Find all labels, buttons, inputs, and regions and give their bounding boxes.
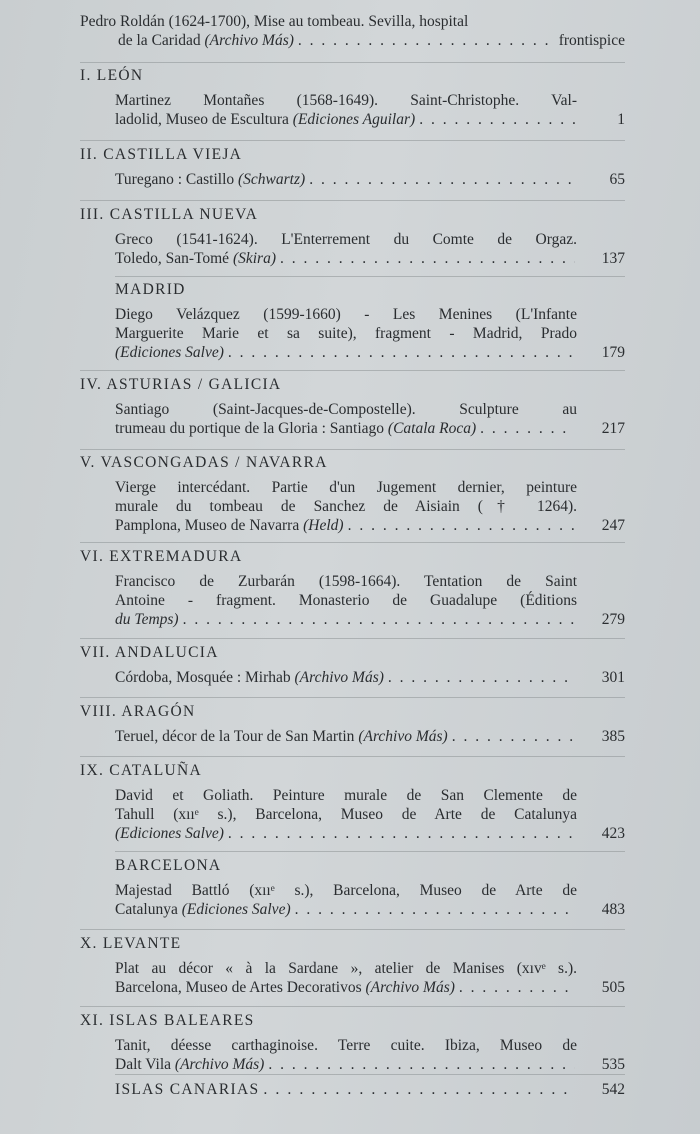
- section-title: X. LEVANTE: [80, 935, 182, 952]
- section-9: [80, 761, 625, 843]
- section-divider: [80, 929, 625, 930]
- illustration-entry: [80, 786, 625, 843]
- section-divider: [80, 200, 625, 201]
- photo-credit: (Archivo Más): [174, 1056, 265, 1073]
- entry-line: Diego Velázquez (1599-1660) - Les Menines (L'Infante: [115, 306, 577, 323]
- section-6: [80, 547, 625, 629]
- dot-leader: [268, 1055, 575, 1074]
- section-divider: [115, 1074, 625, 1075]
- section-divider: [115, 851, 625, 852]
- section-divider: [80, 140, 625, 141]
- entry-last-text: Toledo, San-Tomé: [115, 250, 230, 267]
- entry-line: Majestad Battló (xııᵉ s.), Barcelona, Museo de Arte de: [115, 882, 577, 899]
- page-number: 1: [617, 111, 625, 128]
- page-number: 137: [601, 250, 625, 267]
- page-number: 179: [601, 344, 625, 361]
- entry-last-text: Catalunya: [115, 901, 178, 918]
- section-divider: [80, 542, 625, 543]
- photo-credit: (Skira): [232, 250, 276, 267]
- section-title: I. LEÓN: [80, 67, 144, 84]
- entry-line: Tahull (xııᵉ s.), Barcelona, Museo de Arte de Catalunya: [115, 806, 577, 823]
- photo-credit: (Ediciones Salve): [115, 825, 224, 842]
- page-number: 385: [601, 728, 625, 745]
- page-number: 505: [601, 979, 625, 996]
- photo-credit: (Archivo Más): [365, 979, 455, 996]
- illustration-entry: [80, 1036, 625, 1074]
- section-title: V. VASCONGADAS / NAVARRA: [80, 454, 328, 471]
- section-2: [80, 205, 625, 268]
- photo-credit: du Temps): [115, 611, 179, 628]
- section-divider: [80, 449, 625, 450]
- section-divider: [80, 370, 625, 371]
- illustration-entry: [80, 91, 625, 129]
- section-title: XI. ISLAS BALEARES: [80, 1012, 255, 1029]
- frontispiece-line-2: de la Caridad: [118, 32, 201, 49]
- entry-last-text: Pamplona, Museo de Navarra: [115, 517, 300, 534]
- entry-line: murale du tombeau de Sanchez de Aisiain († 1264).: [115, 498, 577, 515]
- page-number: 217: [601, 420, 625, 437]
- section-7: [80, 643, 625, 687]
- entry-line: Plat au décor « à la Sardane », atelier de Manises (xıvᵉ s.).: [115, 960, 577, 977]
- dot-leader: [419, 110, 575, 129]
- entry-line: Vierge intercédant. Partie d'un Jugement dernier, peinture: [115, 479, 577, 496]
- page-number: 279: [601, 611, 625, 628]
- photo-credit: (Held): [303, 517, 344, 534]
- section-4: [80, 375, 625, 438]
- frontispiece-page: frontispice: [558, 32, 625, 49]
- page-number: 65: [609, 171, 625, 188]
- illustration-entry: [80, 400, 625, 438]
- section-divider: [115, 276, 625, 277]
- section-divider: [80, 62, 625, 63]
- illustration-entry: [80, 668, 625, 687]
- dot-leader: [280, 249, 575, 268]
- frontispiece-line-1: Pedro Roldán (1624-1700), Mise au tombeau. Sevilla, hospital: [80, 13, 469, 30]
- entry-last-text: Dalt Vila: [115, 1056, 172, 1073]
- section-3: [80, 280, 625, 362]
- photo-credit: (Catala Roca): [387, 420, 477, 437]
- section-title: VII. ANDALUCIA: [80, 644, 219, 661]
- section-title: MADRID: [115, 281, 186, 298]
- illustration-entry: [80, 478, 625, 535]
- final-title: ISLAS CANARIAS: [115, 1081, 260, 1098]
- dot-leader: [228, 343, 575, 362]
- section-divider: [80, 697, 625, 698]
- entry-line: Francisco de Zurbarán (1598-1664). Tentation de Saint: [115, 573, 577, 590]
- section-title: II. CASTILLA VIEJA: [80, 146, 243, 163]
- dot-leader: [295, 900, 575, 919]
- photo-credit: (Ediciones Salve): [181, 901, 291, 918]
- section-divider: [80, 1006, 625, 1007]
- entry-line: Martinez Montañes (1568-1649). Saint-Christophe. Val-: [115, 92, 577, 109]
- entry-line: David et Goliath. Peinture murale de San Clemente de: [115, 787, 577, 804]
- entry-last-text: Barcelona, Museo de Artes Decorativos: [115, 979, 362, 996]
- section-title: VI. EXTREMADURA: [80, 548, 243, 565]
- dot-leader: [183, 610, 575, 629]
- entry-line: Tanit, déesse carthaginoise. Terre cuite. Ibiza, Museo de: [115, 1037, 577, 1054]
- entry-last-text: Córdoba, Mosquée : Mirhab: [115, 669, 291, 686]
- page-number: 247: [601, 517, 625, 534]
- entry-line: Antoine - fragment. Monasterio de Guadalupe (Éditions: [115, 592, 577, 609]
- dot-leader: [459, 978, 575, 997]
- section-title: III. CASTILLA NUEVA: [80, 206, 259, 223]
- dot-leader: [298, 31, 555, 50]
- photo-credit: (Schwartz): [238, 171, 306, 188]
- dot-leader: [452, 727, 575, 746]
- section-11: [80, 934, 625, 997]
- illustration-entry: [80, 230, 625, 268]
- entry-last-text: Teruel, décor de la Tour de San Martin: [115, 728, 355, 745]
- entry-last-text: ladolid, Museo de Escultura: [115, 111, 289, 128]
- section-title: BARCELONA: [115, 857, 222, 874]
- photo-credit: (Archivo Más): [358, 728, 448, 745]
- section-title: IV. ASTURIAS / GALICIA: [80, 376, 282, 393]
- illustration-entry: [80, 727, 625, 746]
- illustration-entry: [80, 959, 625, 997]
- page-number: 483: [601, 901, 625, 918]
- dot-leader: [309, 170, 575, 189]
- section-12: [80, 1011, 625, 1074]
- section-10: [80, 856, 625, 919]
- photo-credit: (Archivo Más): [294, 669, 384, 686]
- section-title: VIII. ARAGÓN: [80, 703, 196, 720]
- dot-leader: [348, 516, 575, 535]
- entry-last-text: Turegano : Castillo: [115, 171, 235, 188]
- illustration-entry: [80, 170, 625, 189]
- page-number: 423: [601, 825, 625, 842]
- section-title: IX. CATALUÑA: [80, 762, 202, 779]
- entry-last-text: trumeau du portique de la Gloria : Santiago: [115, 420, 385, 437]
- dot-leader: [263, 1081, 575, 1099]
- illustration-entry: [80, 305, 625, 362]
- illustration-entry: [80, 881, 625, 919]
- frontispiece-entry: [80, 12, 625, 50]
- page-number: 535: [601, 1056, 625, 1073]
- section-8: [80, 702, 625, 746]
- section-0: [80, 66, 625, 129]
- page-number: 301: [601, 669, 625, 686]
- photo-credit: (Ediciones Salve): [115, 344, 224, 361]
- final-page: 542: [601, 1081, 625, 1098]
- section-divider: [80, 638, 625, 639]
- frontispiece-credit: (Archivo Más): [204, 32, 294, 49]
- section-divider: [80, 756, 625, 757]
- dot-leader: [228, 824, 575, 843]
- entry-line: Marguerite Marie et sa suite), fragment - Madrid, Prado: [115, 325, 577, 342]
- entry-line: Santiago (Saint-Jacques-de-Compostelle). Sculpture au: [115, 401, 577, 418]
- dot-leader: [480, 419, 575, 438]
- illustration-entry: [80, 572, 625, 629]
- section-5: [80, 453, 625, 535]
- section-1: [80, 145, 625, 189]
- dot-leader: [388, 668, 575, 687]
- photo-credit: (Ediciones Aguilar): [292, 111, 416, 128]
- final-entry: [80, 1080, 625, 1100]
- entry-line: Greco (1541-1624). L'Enterrement du Comte de Orgaz.: [115, 231, 577, 248]
